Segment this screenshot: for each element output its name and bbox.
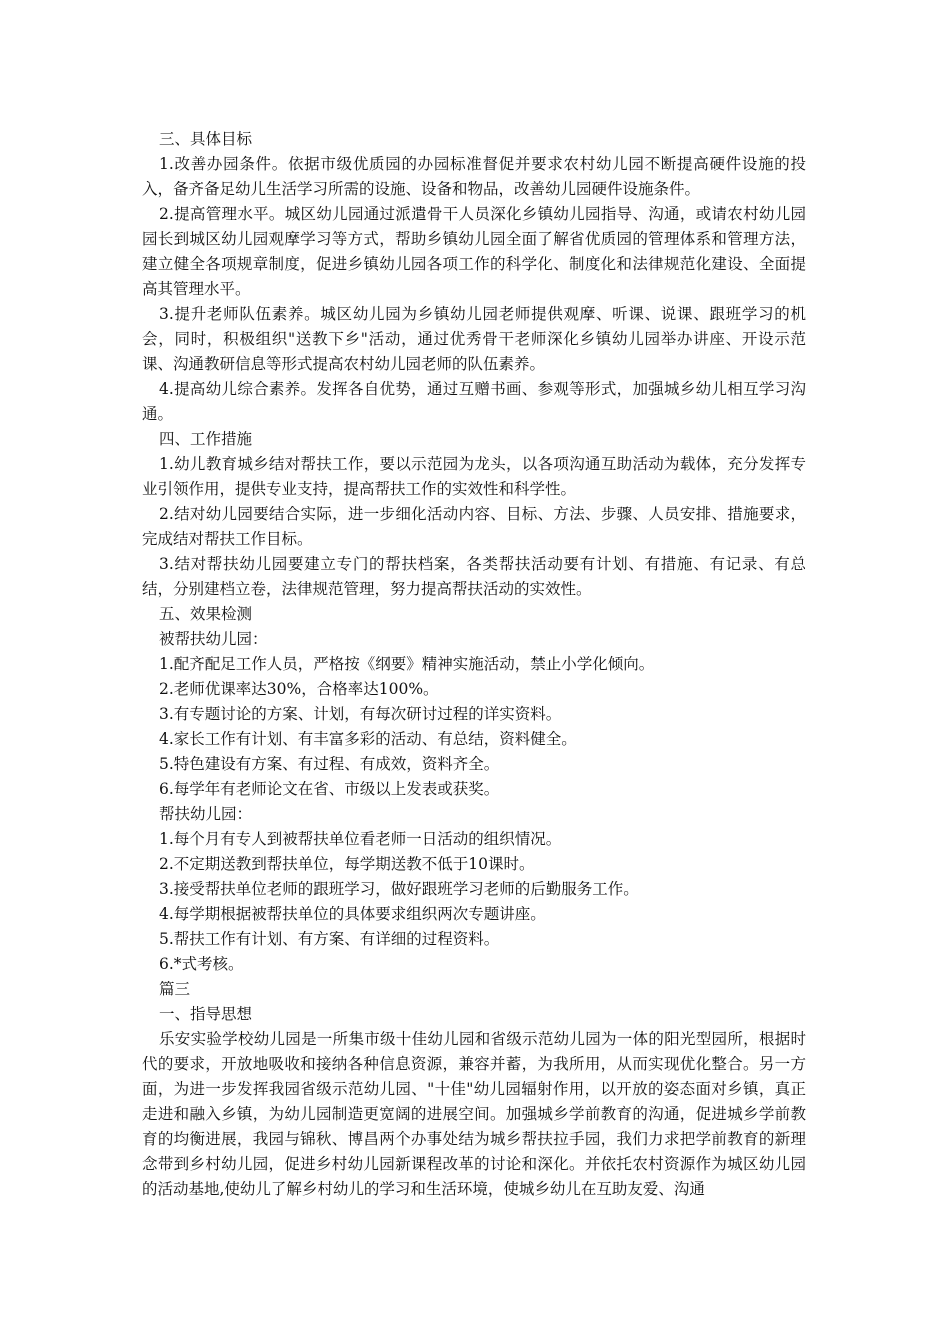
subheading-assisted-kindergarten: 被帮扶幼儿园： [159,630,268,648]
section-heading-work-measures: 四、工作措施 [159,430,253,448]
list-item: 3.有专题讨论的方案、计划，有每次研讨过程的详实资料。 [159,705,562,723]
list-item: 4.家长工作有计划、有丰富多彩的活动、有总结，资料健全。 [159,730,577,748]
list-item: 1.配齐配足工作人员，严格按《纲要》精神实施活动，禁止小学化倾向。 [159,655,655,673]
chapter-heading-part-three: 篇三 [159,980,191,998]
list-item: 2.不定期送教到帮扶单位，每学期送教不低于10课时。 [159,855,535,873]
list-item: 2.老师优课率达30%，合格率达100%。 [159,680,439,698]
list-item: 5.帮扶工作有计划、有方案、有详细的过程资料。 [159,930,500,948]
section-heading-specific-goals: 三、具体目标 [159,130,253,148]
paragraph-guiding-ideology: 乐安实验学校幼儿园是一所集市级十佳幼儿园和省级示范幼儿园为一体的阳光型园所，根据时代的要求，开放地吸收和接纳各种信息资源，兼容并蓄，为我所用，从而实现优化整合。另一方面，为进一步发挥我园省级示范幼儿园、"十佳"幼儿园辐射作用，以开放的姿态面对乡镇，真正走进和融入乡镇，为幼儿园制造更宽阔的进展空间。加强城乡学前教育的沟通，促进城乡学前教育的均衡进展，我园与锦秋、博昌两个办事处结为城乡帮扶拉手园，我们力求把学前教育的新理念带到乡村幼儿园，促进乡村幼儿园新课程改革的讨论和深化。并依托农村资源作为城区幼儿园的活动基地,使幼儿了解乡村幼儿的学习和生活环境，使城乡幼儿在互助友爱、沟通 [142,1030,806,1198]
section-heading-effect-check: 五、效果检测 [159,605,253,623]
list-item: 6.*式考核。 [159,955,244,973]
list-item: 3.接受帮扶单位老师的跟班学习，做好跟班学习老师的后勤服务工作。 [159,880,639,898]
paragraph-goal-3: 3.提升老师队伍素养。城区幼儿园为乡镇幼儿园老师提供观摩、听课、说课、跟班学习的机会，同时，积极组织"送教下乡"活动，通过优秀骨干老师深化乡镇幼儿园举办讲座、开设示范课、沟通教研信息等形式提高农村幼儿园老师的队伍素养。 [142,305,806,373]
document-page [142,127,806,1202]
paragraph-goal-1: 1.改善办园条件。依据市级优质园的办园标准督促并要求农村幼儿园不断提高硬件设施的投入，备齐备足幼儿生活学习所需的设施、设备和物品，改善幼儿园硬件设施条件。 [142,155,806,198]
list-item: 4.每学期根据被帮扶单位的具体要求组织两次专题讲座。 [159,905,546,923]
list-item: 1.每个月有专人到被帮扶单位看老师一日活动的组织情况。 [159,830,562,848]
list-item: 5.特色建设有方案、有过程、有成效，资料齐全。 [159,755,500,773]
paragraph-goal-2: 2.提高管理水平。城区幼儿园通过派遣骨干人员深化乡镇幼儿园指导、沟通，或请农村幼儿园园长到城区幼儿园观摩学习等方式，帮助乡镇幼儿园全面了解省优质园的管理体系和管理方法，建立健全各项规章制度，促进乡镇幼儿园各项工作的科学化、制度化和法律规范化建设、全面提高其管理水平。 [142,205,806,298]
paragraph-measure-1: 1.幼儿教育城乡结对帮扶工作，要以示范园为龙头，以各项沟通互助活动为载体，充分发挥专业引领作用，提供专业支持，提高帮扶工作的实效性和科学性。 [142,455,806,498]
paragraph-goal-4: 4.提高幼儿综合素养。发挥各自优势，通过互赠书画、参观等形式，加强城乡幼儿相互学习沟通。 [142,380,806,423]
paragraph-measure-3: 3.结对帮扶幼儿园要建立专门的帮扶档案，各类帮扶活动要有计划、有措施、有记录、有总结，分别建档立卷，法律规范管理，努力提高帮扶活动的实效性。 [142,555,806,598]
subheading-assisting-kindergarten: 帮扶幼儿园： [159,805,253,823]
list-item: 6.每学年有老师论文在省、市级以上发表或获奖。 [159,780,500,798]
section-heading-guiding-ideology: 一、指导思想 [159,1005,253,1023]
paragraph-measure-2: 2.结对幼儿园要结合实际，进一步细化活动内容、目标、方法、步骤、人员安排、措施要求，完成结对帮扶工作目标。 [142,505,806,548]
